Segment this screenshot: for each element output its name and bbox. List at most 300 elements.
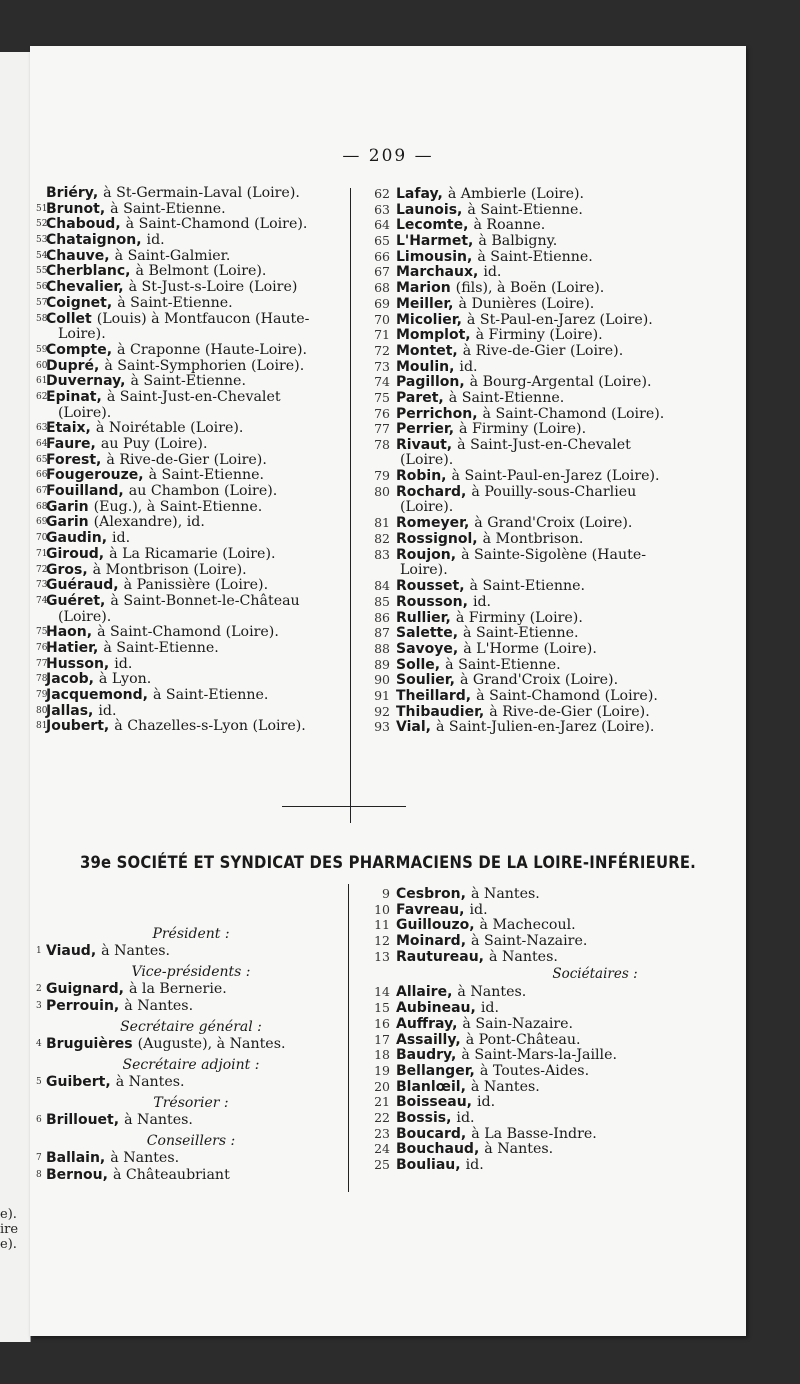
entry-number: 62 [374,186,390,201]
entry-number: 66 [36,470,48,481]
member-name: Bouliau, [396,1157,461,1173]
member-location: à Saint-Chamond (Loire). [476,688,658,704]
list-entry [36,563,356,579]
list-entry [36,374,356,390]
entry-continuation: (Loire). [58,404,112,421]
right-column-list [360,186,740,735]
list-entry [360,578,740,594]
member-name: Meiller, [396,295,454,312]
member-location: à Nantes. [124,1112,193,1128]
member-location: id. [146,232,165,249]
member-name: Marchaux, [396,264,479,281]
member-location: id. [456,1109,475,1126]
member-location: à Pouilly-sous-Charlieu [471,484,637,501]
member-name: Paret, [396,389,444,406]
member-name: Fougerouze, [46,467,144,484]
member-name: Allaire, [396,984,453,1001]
office-title: Conseillers : [146,1133,236,1149]
entry-number: 69 [374,295,390,311]
entry-number: 69 [36,517,48,528]
member-location: au Chambon (Loire). [128,483,278,500]
member-name: Brillouet, [46,1112,120,1128]
entry-number: 72 [374,342,390,358]
list-entry [36,594,356,610]
entry-number: 87 [374,625,390,641]
member-name: Assailly, [396,1031,461,1048]
member-location: à Nantes. [110,1150,180,1166]
section-rule [282,806,406,807]
office-title: Trésorier : [153,1095,229,1111]
member-name: Dupré, [46,357,100,374]
entry-number: 17 [374,1031,390,1047]
member-location: à Saint-Etienne. [448,389,565,406]
entry-number: 75 [374,389,390,405]
member-name: Perrichon, [396,405,478,422]
entry-number: 71 [36,548,48,559]
member-location: id. [112,530,131,547]
entry-number: 56 [36,282,48,293]
member-location: à Rive-de-Gier (Loire). [489,703,650,720]
member-name: Rullier, [396,609,451,626]
member-name: Blanlœil, [396,1078,466,1095]
member-name: Boucard, [396,1125,467,1142]
member-location: à Saint-Just-en-Chevalet [106,388,281,405]
entry-number: 5 [36,1077,42,1087]
member-name: L'Harmet, [396,233,474,250]
member-name: Briéry, [46,185,99,201]
member-location: à Saint-Nazaire. [471,933,588,950]
entry-number: 73 [374,358,390,374]
list-entry [360,1047,740,1063]
list-entry [360,359,740,375]
entry-number: 66 [374,248,390,264]
member-location: à Saint-Just-en-Chevalet [457,437,631,453]
member-location: à Toutes-Aides. [479,1062,590,1079]
margin-mark: e). [0,1237,17,1252]
list-entry [360,1063,740,1079]
list-entry [360,657,740,673]
entry-number: 70 [36,533,48,544]
entry-number: 75 [36,627,48,638]
member-location: à Firminy (Loire). [459,421,587,438]
member-location: à Balbigny. [478,233,558,250]
entry-number: 10 [374,901,390,917]
list-entry [360,296,740,312]
member-location: à Nantes. [115,1074,185,1090]
member-name: Roujon, [396,546,457,563]
member-location: à La Ricamarie (Loire). [109,545,276,562]
member-location: à Pont-Château. [465,1031,581,1048]
document-page [30,46,746,1336]
entry-number: 12 [374,933,390,949]
entry-continuation: Loire). [58,326,106,343]
office-title: Secrétaire général : [120,1019,262,1035]
member-location: à Nantes. [484,1141,554,1158]
member-name: Savoye, [396,640,459,657]
list-entry [360,264,740,280]
list-entry [36,500,356,516]
member-name: Compte, [46,341,113,358]
entry-continuation: Loire). [400,561,448,578]
entry-number: 77 [374,421,390,437]
list-entry [36,233,356,249]
member-name: Chataignon, [46,232,142,249]
list-entry [36,657,356,673]
member-name: Haon, [46,624,93,641]
member-name: Chaboud, [46,216,121,233]
member-name: Montet, [396,342,458,359]
entry-number: 76 [374,405,390,421]
entry-number: 13 [374,948,390,964]
entry-number: 15 [374,1000,390,1016]
entry-number: 18 [374,1047,390,1063]
list-entry [360,1094,740,1110]
entry-number: 79 [374,468,390,484]
list-entry [360,406,740,422]
member-name: Chauve, [46,247,110,264]
member-location: à Saint-Etienne. [130,373,246,390]
member-name: Perrouin, [46,998,120,1014]
member-name: Bellanger, [396,1062,475,1079]
entry-number: 2 [36,984,42,994]
entry-number: 92 [374,703,390,719]
member-location: à Saint-Etienne. [467,201,583,218]
entry-number: 54 [36,250,48,261]
member-location: à Saint-Etienne. [103,639,219,656]
list-entry [360,1000,740,1016]
list-entry [36,390,356,406]
entry-number: 20 [374,1078,390,1094]
member-name: Guillouzo, [396,917,475,934]
entry-number: 88 [374,640,390,656]
member-name: Etaix, [46,420,91,437]
member-location: à Firminy (Loire). [455,609,583,626]
entry-number: 14 [374,984,390,1000]
member-name: Vial, [396,719,431,736]
member-location: à Belmont (Loire). [135,263,267,280]
member-location: à Nantes. [101,943,171,959]
entry-number: 60 [36,360,48,371]
list-entry [36,719,356,735]
entry-number: 4 [36,1039,42,1049]
list-entry [360,1141,740,1157]
list-entry [36,578,356,594]
list-entry [360,672,740,688]
entry-number: 89 [374,656,390,672]
list-entry [360,390,740,406]
entry-number: 53 [36,235,48,246]
member-name: Perrier, [396,421,455,438]
entry-number: 65 [36,454,48,465]
list-entry [36,672,356,688]
margin-mark: ire [0,1222,19,1237]
list-entry [36,343,356,359]
entry-number: 65 [374,233,390,249]
member-name: Fouilland, [46,483,124,500]
entry-number: 6 [36,1115,42,1125]
list-entry [36,421,356,437]
member-name: Lecomte, [396,217,469,234]
member-name: Soulier, [396,672,455,689]
member-location: à Saint-Etienne. [445,656,561,673]
member-name: Robin, [396,468,447,485]
member-location: à Nantes. [124,998,194,1014]
member-name: Ballain, [46,1150,106,1166]
entry-number: 64 [374,217,390,233]
member-name: Rautureau, [396,948,484,965]
member-location: id. [465,1157,484,1173]
entry-number: 59 [36,344,48,355]
section-heading: 39e SOCIÉTÉ ET SYNDICAT DES PHARMACIENS DE LA LOIRE-INFÉRIEURE. [79,853,697,872]
member-location: à Lyon. [98,671,152,688]
member-location: à Saint-Julien-en-Jarez (Loire). [435,719,655,736]
member-name: Brunot, [46,200,106,217]
member-name: Rochard, [396,484,467,501]
member-location: à Saint-Chamond (Loire). [97,624,279,641]
entry-number: 58 [36,313,48,324]
entry-number: 83 [374,546,390,562]
entry-number: 93 [374,719,390,735]
list-entry [360,531,740,547]
member-location: à Saint-Etienne. [477,248,593,265]
member-name: Guéraud, [46,577,119,594]
member-location: à Saint-Symphorien (Loire). [104,357,305,374]
margin-mark: e). [0,1207,17,1222]
office-title: Vice-présidents : [131,964,251,980]
entry-number: 79 [36,690,48,700]
entry-number: 55 [36,266,48,277]
entry-number: 7 [36,1153,42,1163]
member-location: (Auguste), à Nantes. [137,1036,286,1052]
entry-number: 78 [36,674,48,685]
column-divider-2 [348,884,349,1192]
list-entry [360,917,740,933]
list-entry [36,625,356,641]
member-location: id. [483,264,502,281]
entry-number: 22 [374,1109,390,1125]
member-location: à Montbrison. [482,531,584,548]
entry-number: 63 [36,423,48,434]
list-entry [36,312,356,328]
list-entry [360,949,740,965]
member-location: à Dunières (Loire). [458,295,595,312]
list-entry [360,1110,740,1126]
member-name: Bossis, [396,1109,452,1126]
list-entry [360,421,740,437]
list-entry [36,217,356,233]
member-location: à Sainte-Sigolène (Haute- [461,546,647,563]
entry-number: 23 [374,1125,390,1141]
entry-number: 80 [36,705,48,716]
entry-number: 74 [374,374,390,390]
member-name: Husson, [46,655,110,672]
member-location: id. [476,1094,496,1111]
member-location: à Saint-Etienne. [463,625,579,642]
member-name: Boisseau, [396,1094,472,1111]
list-entry [360,312,740,328]
societaires-column [360,886,740,1173]
member-name: Garin [46,498,89,515]
member-location: id. [459,358,478,375]
entry-number: 90 [374,672,390,688]
entry-number: 85 [374,593,390,609]
list-entry [360,625,740,641]
entry-number: 1 [36,946,42,956]
member-location: à Sain-Nazaire. [462,1015,574,1032]
member-location: à Nantes. [457,984,527,1001]
entry-number: 71 [374,327,390,343]
member-name: Favreau, [396,901,465,918]
member-name: Coignet, [46,294,113,311]
list-entry [36,688,356,704]
entry-number: 63 [374,201,390,217]
entry-number: 16 [374,1015,390,1031]
member-name: Duvernay, [46,373,126,390]
member-location: à Grand'Croix (Loire). [474,515,633,532]
entry-number: 3 [36,1001,42,1011]
list-entry [360,688,740,704]
entry-number: 68 [36,501,48,512]
list-entry [360,280,740,296]
member-name: Guéret, [46,592,106,609]
list-entry [360,217,740,233]
member-location: id. [472,593,492,610]
entry-number: 67 [36,486,48,497]
member-location: à Nantes. [470,1078,540,1095]
member-name: Viaud, [46,943,97,959]
member-name: Cesbron, [396,886,466,902]
list-entry [360,1126,740,1142]
member-location: à Saint-Chamond (Loire). [125,216,308,233]
entry-number: 19 [374,1062,390,1078]
member-location: (Louis) à Montfaucon (Haute- [96,310,310,327]
list-entry [36,547,356,563]
bureau-column [36,884,346,1184]
member-name: Chevalier, [46,279,124,296]
entry-number: 68 [374,280,390,296]
member-name: Hatier, [46,639,99,656]
list-entry [360,1032,740,1048]
member-name: Epinat, [46,388,102,405]
member-name: Giroud, [46,545,105,562]
list-entry [360,902,740,918]
member-name: Micolier, [396,311,462,328]
member-name: Faure, [46,436,96,452]
list-entry [360,327,740,343]
list-entry [360,610,740,626]
member-name: Momplot, [396,327,471,344]
member-name: Rivaut, [396,437,453,453]
member-location: (fils), à Boën (Loire). [455,280,605,297]
entry-number: 76 [36,642,48,653]
member-location: à Saint-Galmier. [114,247,231,264]
member-location: (Alexandre), id. [93,514,205,531]
member-location: à Machecoul. [479,917,576,934]
member-name: Auffray, [396,1015,458,1032]
list-entry [36,641,356,657]
entry-number: 84 [374,578,390,594]
list-entry [360,484,740,500]
entry-continuation: (Loire). [400,498,454,515]
entry-number: 11 [374,917,390,933]
entry-number: 9 [382,886,390,901]
list-entry [360,515,740,531]
list-entry [360,202,740,218]
member-name: Moinard, [396,933,467,950]
member-name: Joubert, [46,718,110,735]
list-entry [36,1150,346,1167]
member-name: Marion [396,280,451,297]
list-entry [36,943,346,960]
member-location: à Ambierle (Loire). [447,186,585,202]
member-location: à Noirétable (Loire). [95,420,244,437]
entry-number: 86 [374,609,390,625]
column-divider [350,188,351,823]
entry-number: 77 [36,658,48,669]
member-location: à la Bernerie. [128,981,227,997]
member-name: Gaudin, [46,530,108,547]
member-location: id. [469,901,488,918]
entry-number: 8 [36,1170,42,1180]
member-location: à St-Just-s-Loire (Loire) [128,279,298,296]
member-name: Launois, [396,201,463,218]
left-column-list [36,186,356,735]
member-name: Gros, [46,561,88,578]
list-entry [36,1074,346,1091]
entry-number: 80 [374,484,390,500]
member-name: Collet [46,310,92,327]
list-entry [360,719,740,735]
member-location: à Bourg-Argental (Loire). [469,374,652,391]
member-name: Limousin, [396,248,473,265]
list-entry [360,886,740,902]
societaires-label: Sociétaires : [552,966,638,983]
list-entry [36,998,346,1015]
member-location: (Eug.), à Saint-Etienne. [93,498,263,515]
member-name: Cherblanc, [46,263,131,280]
member-location: à Chazelles-s-Lyon (Loire). [114,718,306,735]
list-entry [36,437,356,453]
member-name: Moulin, [396,358,455,375]
office-title: Secrétaire adjoint : [122,1057,260,1073]
member-location: à Saint-Etienne. [117,294,233,311]
member-name: Pagillon, [396,374,465,391]
previous-page-edge [0,52,31,1342]
member-name: Theillard, [396,688,472,704]
member-name: Salette, [396,625,459,642]
entry-number: 78 [374,437,390,452]
office-title: Président : [152,926,230,942]
member-name: Forest, [46,451,102,468]
member-location: à Nantes. [470,886,540,902]
member-location: à Saint-Etienne. [469,578,586,595]
member-location: à St-Germain-Laval (Loire). [103,185,300,201]
entry-number: 72 [36,564,48,575]
entry-number: 82 [374,531,390,547]
member-name: Rousset, [396,578,465,595]
member-location: à Saint-Chamond (Loire). [482,405,665,422]
list-entry [360,186,740,202]
entry-number: 57 [36,297,48,308]
member-name: Rossignol, [396,531,478,548]
list-entry [360,249,740,265]
list-entry [360,437,740,453]
member-name: Bouchaud, [396,1141,480,1158]
member-location: à Saint-Mars-la-Jaille. [461,1047,617,1064]
member-location: à La Basse-Indre. [471,1125,597,1142]
list-entry [360,1016,740,1032]
member-name: Jallas, [46,702,94,719]
